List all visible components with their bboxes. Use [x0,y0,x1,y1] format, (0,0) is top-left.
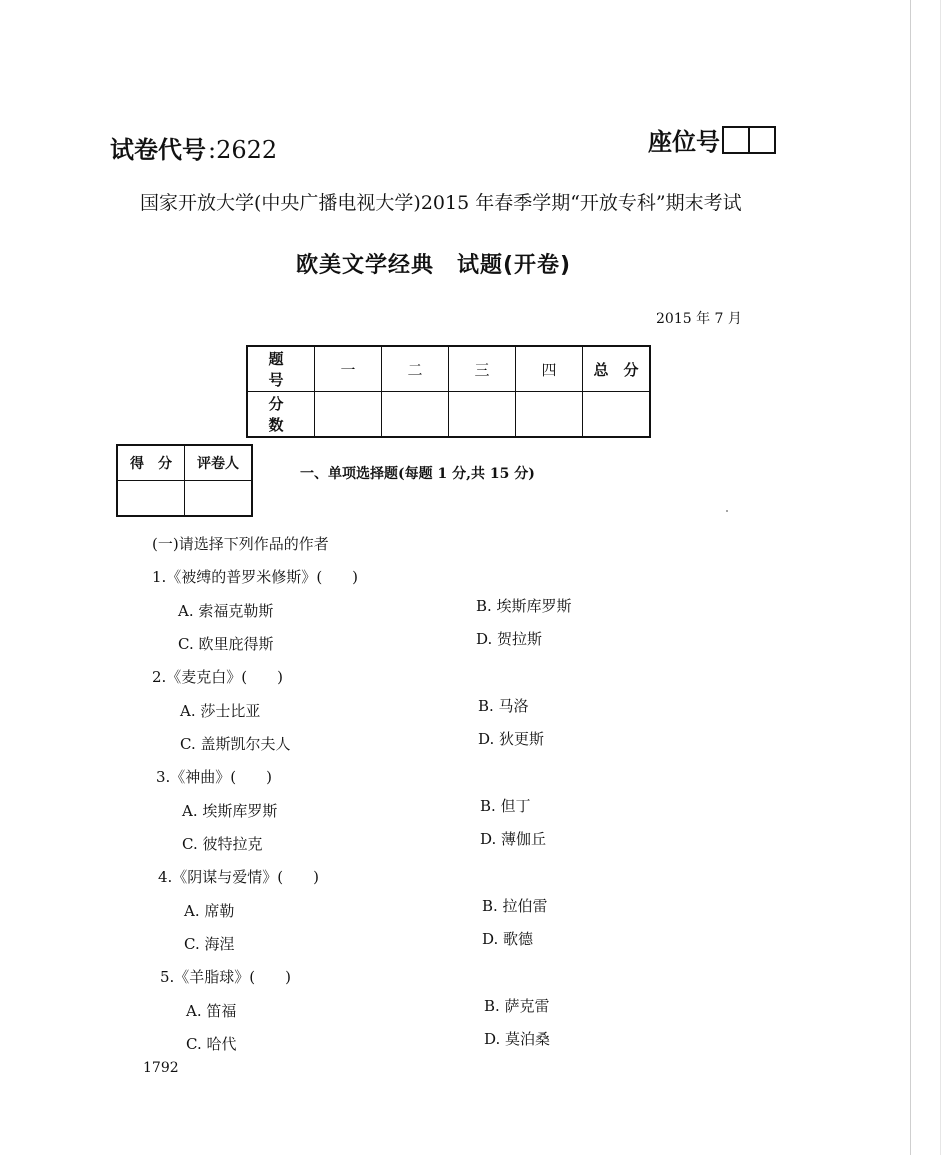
score-table-header-row [247,346,650,392]
score-table-header: 二 [382,346,449,392]
option-a: A. 席勒 [184,902,235,920]
score-table-row-label: 分 数 [247,392,315,438]
option-d: D. 薄伽丘 [480,830,547,848]
scan-speck [726,510,728,512]
option-a: A. 埃斯库罗斯 [182,802,278,820]
exam-title: 国家开放大学(中央广播电视大学)2015 年春季学期“开放专科”期末考试 [140,192,742,214]
score-cell [315,392,382,438]
option-d: D. 狄更斯 [478,730,545,748]
section-title: 一、单项选择题(每题 1 分,共 15 分) [300,466,535,482]
score-table-header: 一 [315,346,382,392]
option-c: C. 海涅 [184,935,235,953]
option-c: C. 盖斯凯尔夫人 [180,735,291,753]
grader-table-header: 得 分 [117,445,185,481]
score-table-header: 三 [449,346,516,392]
option-b: B. 马洛 [478,697,529,715]
score-table-header: 总 分 [583,346,651,392]
question-stem: 4.《阴谋与爱情》( ) [158,868,320,886]
grader-cell [117,481,185,517]
option-b: B. 萨克雷 [484,997,550,1015]
page-number: 1792 [143,1060,179,1076]
option-c: C. 彼特拉克 [182,835,263,853]
option-d: D. 贺拉斯 [476,630,543,648]
grader-table-header: 评卷人 [185,445,253,481]
seat-number [648,122,776,157]
option-a: A. 莎士比亚 [180,702,261,720]
option-a: A. 索福克勒斯 [178,602,274,620]
seat-number-boxes [722,126,776,154]
option-b: B. 埃斯库罗斯 [476,597,572,615]
score-cell [449,392,516,438]
question-stem: 3.《神曲》( ) [156,768,273,786]
option-b: B. 拉伯雷 [482,897,548,915]
score-table-header: 题 号 [247,346,315,392]
score-cell [516,392,583,438]
score-cell [382,392,449,438]
option-c: C. 欧里庇得斯 [178,635,274,653]
paper-code-value: :2622 [208,136,278,164]
seat-number-label: 座位号 [648,128,720,156]
option-a: A. 笛福 [186,1002,237,1020]
scan-edge-line [910,0,911,1155]
scan-edge-line [940,0,941,1155]
subsection-title: (一)请选择下列作品的作者 [152,535,329,553]
option-d: D. 歌德 [482,930,534,948]
score-cell [583,392,651,438]
question-stem: 5.《羊脂球》( ) [160,968,292,986]
option-d: D. 莫泊桑 [484,1030,551,1048]
grader-table [116,444,253,517]
score-table-score-row [247,392,650,438]
paper-code-label: 试卷代号 [110,136,206,164]
subject-title: 欧美文学经典 试题(开卷) [296,253,572,278]
question-stem: 1.《被缚的普罗米修斯》( ) [152,568,359,586]
score-table-header: 四 [516,346,583,392]
seat-box [722,126,750,154]
option-c: C. 哈代 [186,1035,237,1053]
seat-box [750,126,776,154]
paper-code [110,130,277,165]
grader-cell [185,481,253,517]
option-b: B. 但丁 [480,797,531,815]
score-table [246,345,651,438]
exam-date: 2015 年 7 月 [656,311,742,327]
question-stem: 2.《麦克白》( ) [152,668,284,686]
